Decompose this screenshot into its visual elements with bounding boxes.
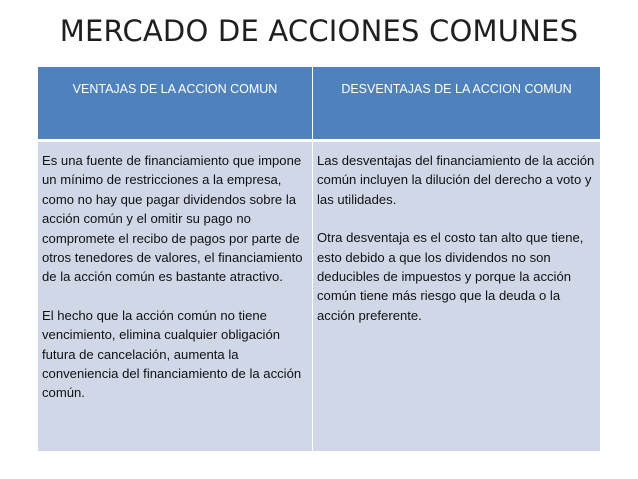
header-advantages: VENTAJAS DE LA ACCION COMUN: [38, 67, 313, 139]
disadvantages-cell: [313, 139, 600, 451]
advantages-cell: [38, 139, 313, 451]
advantage-paragraph-1: Es una fuente de financiamiento que impone un mínimo de restricciones a la empresa, como no hay que pagar dividendos sobre la acción común y el omitir su pago no compromete el recibo de pagos por parte de otros tenedores de valores, el financiamiento de la acción común es bastante atractivo.: [42, 153, 303, 285]
slide-title: MERCADO DE ACCIONES COMUNES: [59, 14, 579, 48]
header-disadvantages: DESVENTAJAS DE LA ACCION COMUN: [313, 67, 600, 139]
advantage-paragraph-2: El hecho que la acción común no tiene vencimiento, elimina cualquier obligación futura de cancelación, aumenta la conveniencia del financiamiento de la acción común.: [42, 307, 302, 401]
disadvantage-paragraph-2: Otra desventaja es el costo tan alto que tiene, esto debido a que los dividendos no son deducibles de impuestos y porque la acción común tiene más riesgo que la deuda o la acción preferente.: [317, 230, 584, 323]
comparison-table: [38, 67, 600, 451]
disadvantage-paragraph-1: Las desventajas del financiamiento de la acción común incluyen la dilución del derecho a voto y las utilidades.: [317, 153, 595, 207]
